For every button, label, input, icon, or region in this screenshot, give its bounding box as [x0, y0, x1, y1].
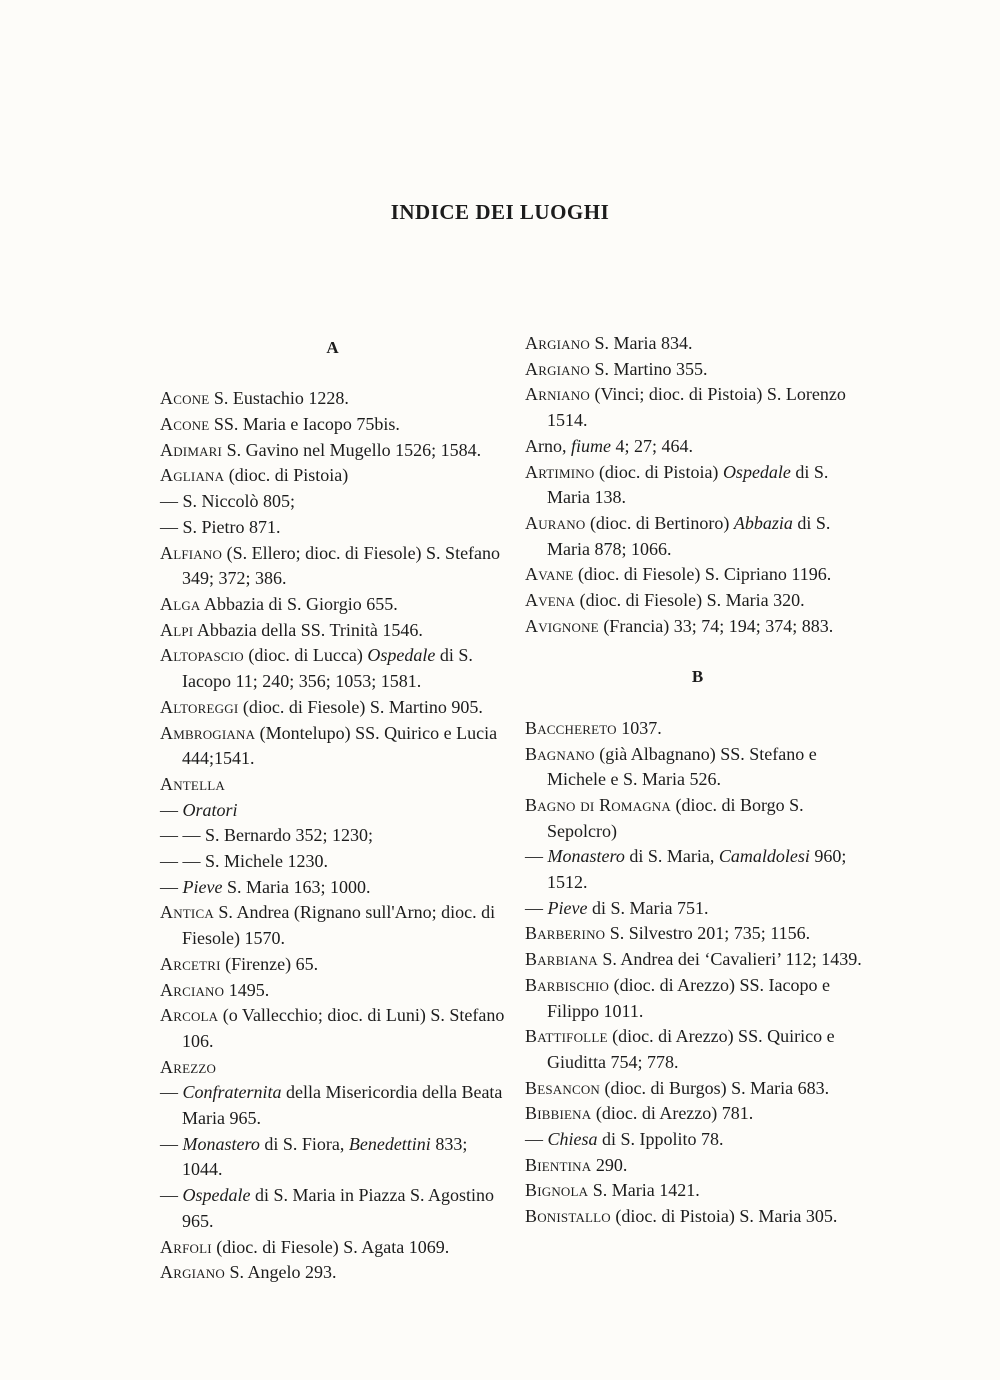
entry-text: (dioc. di Arezzo) 781.	[595, 1103, 754, 1124]
entry-text: Abbazia della SS. Trinità 1546.	[196, 619, 423, 640]
entry-italic: Oratori	[182, 799, 238, 820]
index-entry	[525, 921, 870, 947]
place-name: Bientina	[525, 1154, 592, 1175]
place-name: Bagno di Romagna	[525, 794, 671, 815]
entry-text: (dioc. di Pistoia)	[598, 461, 719, 482]
entry-text: SS. Maria e Iacopo 75bis.	[213, 414, 400, 435]
place-name: Arezzo	[160, 1056, 217, 1077]
entry-text: S. Gavino nel Mugello 1526; 1584.	[226, 439, 482, 460]
index-entry	[160, 438, 505, 464]
entry-italic: Abbazia	[733, 512, 793, 533]
entry-text: 290.	[595, 1154, 628, 1175]
entry-italic: Monastero	[547, 846, 625, 867]
place-name: Avena	[525, 590, 576, 611]
entry-text: 960; 1512.	[547, 846, 847, 893]
index-entry	[160, 618, 505, 644]
entry-text: (dioc. di Bertinoro)	[589, 512, 730, 533]
index-entry	[160, 849, 505, 875]
entry-dash: —	[160, 516, 183, 537]
entry-text: di S. Maria,	[629, 846, 715, 867]
index-entry	[525, 896, 870, 922]
index-entry	[525, 742, 870, 793]
entry-italic: Chiesa	[547, 1129, 598, 1150]
entry-text: di S. Maria 751.	[591, 897, 709, 918]
entry-text: 1495.	[228, 979, 270, 1000]
place-name: Bignola	[525, 1180, 589, 1201]
place-name: Antica	[160, 902, 214, 923]
entry-text: S. Silvestro 201; 735; 1156.	[609, 923, 811, 944]
place-name: Bacchereto	[525, 717, 617, 738]
index-entry	[160, 643, 505, 694]
entry-text: (Vinci; dioc. di Pistoia) S. Lorenzo 1514.	[547, 384, 846, 431]
section-heading-a: A	[326, 338, 339, 357]
index-entry	[525, 1101, 870, 1127]
entry-text: S. Andrea dei ‘Cavalieri’ 112; 1439.	[602, 949, 862, 970]
entry-dash: —	[160, 1133, 183, 1154]
index-entry	[160, 1132, 505, 1183]
entry-text: di S. Maria 878; 1066.	[547, 512, 831, 559]
entry-text: (dioc. di Burgos) S. Maria 683.	[604, 1077, 830, 1098]
place-name: Alfiano	[160, 542, 223, 563]
entry-text: di S. Maria 138.	[547, 461, 829, 508]
index-entry	[160, 798, 505, 824]
entry-text: S. Martino 355.	[594, 358, 708, 379]
index-entry	[160, 1003, 505, 1054]
index-entry	[525, 1178, 870, 1204]
index-entry	[160, 1055, 505, 1081]
entry-list-right-a	[525, 331, 870, 639]
entry-dash: —	[525, 897, 548, 918]
entry-italic: Confraternita	[182, 1082, 282, 1103]
index-entry	[525, 614, 870, 640]
entry-italic: Pieve	[182, 876, 223, 897]
place-name: Ambrogiana	[160, 722, 256, 743]
entry-text: Abbazia di S. Giorgio 655.	[204, 594, 398, 614]
index-entry	[525, 716, 870, 742]
entry-text: (Firenze) 65.	[225, 953, 319, 974]
right-column	[525, 331, 870, 1230]
entry-italic: fiume	[571, 435, 611, 456]
place-name: Artimino	[525, 461, 595, 482]
entry-dash: —	[160, 1185, 183, 1206]
section-heading-b: B	[691, 667, 704, 687]
index-entry	[525, 357, 870, 383]
index-entry	[525, 1127, 870, 1153]
place-name: Arfoli	[160, 1236, 212, 1257]
place-name: Acone	[160, 414, 210, 435]
entry-text: (dioc. di Lucca)	[248, 645, 363, 666]
index-entry	[525, 511, 870, 562]
place-name: Bagnano	[525, 743, 595, 764]
entry-dash: —	[160, 1082, 183, 1103]
index-entry	[160, 1080, 505, 1131]
entry-text: di S. Iacopo 11; 240; 356; 1053; 1581.	[182, 645, 473, 692]
index-entry	[160, 695, 505, 721]
index-entry	[525, 1024, 870, 1075]
index-entry	[160, 772, 505, 798]
index-entry	[525, 1153, 870, 1179]
entry-dash: —	[525, 1129, 548, 1150]
entry-text: (S. Ellero; dioc. di Fiesole) S. Stefano 349; 372; 386.	[182, 542, 501, 589]
place-name: Argiano	[525, 333, 590, 353]
entry-text: di S. Ippolito 78.	[602, 1129, 724, 1150]
entry-text: (già Albagnano) SS. Stefano e Michele e S. Maria 526.	[547, 743, 817, 790]
index-entry	[160, 1260, 505, 1286]
entry-text: (dioc. di Pistoia) S. Maria 305.	[615, 1206, 838, 1227]
index-entry	[160, 541, 505, 592]
index-entry	[525, 793, 870, 844]
place-name: Altoreggi	[160, 696, 239, 717]
entry-text: S. Andrea (Rignano sull'Arno; dioc. di Fiesole) 1570.	[182, 902, 496, 949]
entry-dash: —	[160, 799, 183, 820]
entry-text: 1037.	[621, 717, 662, 738]
left-column	[160, 335, 505, 1286]
place-name: Argiano	[525, 358, 590, 379]
place-name: Besancon	[525, 1077, 601, 1098]
index-entry	[525, 1204, 870, 1230]
place-name: Agliana	[160, 465, 225, 486]
entry-text: S. Bernardo 352; 1230;	[205, 825, 373, 846]
entry-italic: Benedettini	[348, 1133, 431, 1154]
entry-list-right-b	[525, 716, 870, 1230]
index-entry	[525, 460, 870, 511]
entry-text: (dioc. di Fiesole) S. Agata 1069.	[216, 1236, 450, 1257]
entry-text: S. Eustachio 1228.	[213, 388, 349, 409]
entry-text: S. Maria 834.	[594, 333, 693, 353]
index-entry	[525, 382, 870, 433]
place-name: Arniano	[525, 384, 590, 405]
entry-text: (dioc. di Fiesole) S. Martino 905.	[242, 696, 483, 717]
place-name: Arcetri	[160, 953, 221, 974]
place-name: Arcola	[160, 1005, 219, 1026]
entry-italic: Monastero	[182, 1133, 260, 1154]
entry-text: (dioc. di Arezzo) SS. Iacopo e Filippo 1011.	[547, 974, 831, 1021]
place-name: Aurano	[525, 512, 586, 533]
index-entry	[160, 386, 505, 412]
entry-text: 833; 1044.	[182, 1133, 468, 1180]
entry-text: S. Michele 1230.	[205, 851, 328, 872]
index-entry	[160, 463, 505, 489]
index-entry	[160, 1183, 505, 1234]
entry-text: (dioc. di Pistoia)	[228, 465, 349, 486]
entry-text: (dioc. di Fiesole) S. Maria 320.	[579, 590, 805, 611]
index-entry	[160, 412, 505, 438]
entry-text: S. Maria 163; 1000.	[226, 876, 371, 897]
index-entry	[160, 978, 505, 1004]
place-name: Barberino	[525, 923, 606, 944]
place-name: Barbiana	[525, 949, 598, 970]
place-name: Argiano	[160, 1262, 225, 1283]
entry-text: della Misericordia della Beata Maria 965.	[182, 1082, 503, 1129]
entry-text: (dioc. di Borgo S. Sepolcro)	[547, 794, 804, 841]
place-name: Bonistallo	[525, 1206, 611, 1227]
place-name: Avane	[525, 564, 574, 585]
index-entry	[160, 721, 505, 772]
entry-text: S. Niccolò 805;	[182, 491, 295, 512]
entry-list-left	[160, 386, 505, 1286]
place-name: Antella	[160, 773, 225, 794]
entry-dash: —	[160, 876, 183, 897]
entry-text: (o Vallecchio; dioc. di Luni) S. Stefano 106.	[182, 1005, 505, 1051]
index-entry	[525, 973, 870, 1024]
entry-italic: Camaldolesi	[718, 846, 810, 867]
entry-text: di S. Fiora,	[264, 1133, 345, 1154]
entry-dash: —	[525, 846, 548, 867]
place-name: Bibbiena	[525, 1103, 592, 1124]
entry-italic: Ospedale	[367, 645, 436, 666]
index-entry	[160, 489, 505, 515]
index-entry	[525, 331, 870, 357]
index-entry	[525, 562, 870, 588]
page-title: INDICE DEI LUOGHI	[390, 200, 610, 224]
entry-italic: Ospedale	[182, 1185, 251, 1206]
index-entry	[160, 952, 505, 978]
index-entry	[160, 875, 505, 901]
place-name: Altopascio	[160, 645, 244, 666]
entry-text: di S. Maria in Piazza S. Agostino 965.	[182, 1185, 494, 1231]
entry-dash: — —	[160, 851, 205, 872]
index-entry	[160, 900, 505, 951]
index-entry	[525, 947, 870, 973]
index-entry	[525, 588, 870, 614]
entry-text: S. Pietro 871.	[182, 516, 281, 537]
index-entry	[160, 823, 505, 849]
index-entry	[160, 592, 505, 618]
entry-italic: Ospedale	[722, 461, 791, 482]
index-entry	[525, 844, 870, 895]
index-entry	[160, 515, 505, 541]
index-entry	[160, 1235, 505, 1261]
entry-text: 4; 27; 464.	[615, 435, 694, 456]
place-name: Alga	[160, 594, 201, 614]
section-b	[525, 664, 870, 1229]
place-name: Arno,	[525, 435, 567, 456]
place-name: Arciano	[160, 979, 225, 1000]
place-name: Barbischio	[525, 974, 610, 995]
place-name: Avignone	[525, 615, 599, 636]
place-name: Acone	[160, 388, 210, 409]
entry-italic: Pieve	[547, 897, 588, 918]
entry-dash: — —	[160, 825, 205, 846]
place-name: Battifolle	[525, 1026, 608, 1047]
place-name: Adimari	[160, 439, 223, 460]
entry-text: (Francia) 33; 74; 194; 374; 883.	[603, 615, 834, 636]
entry-text: S. Maria 1421.	[592, 1180, 700, 1201]
index-entry	[525, 434, 870, 460]
entry-text: S. Angelo 293.	[229, 1262, 337, 1283]
entry-text: (dioc. di Fiesole) S. Cipriano 1196.	[577, 564, 832, 585]
index-entry	[525, 1076, 870, 1102]
entry-text: (dioc. di Arezzo) SS. Quirico e Giuditta 754; 778.	[547, 1026, 835, 1072]
entry-dash: —	[160, 491, 183, 512]
place-name: Alpi	[160, 619, 194, 640]
entry-text: (Montelupo) SS. Quirico e Lucia 444;1541.	[182, 722, 498, 769]
